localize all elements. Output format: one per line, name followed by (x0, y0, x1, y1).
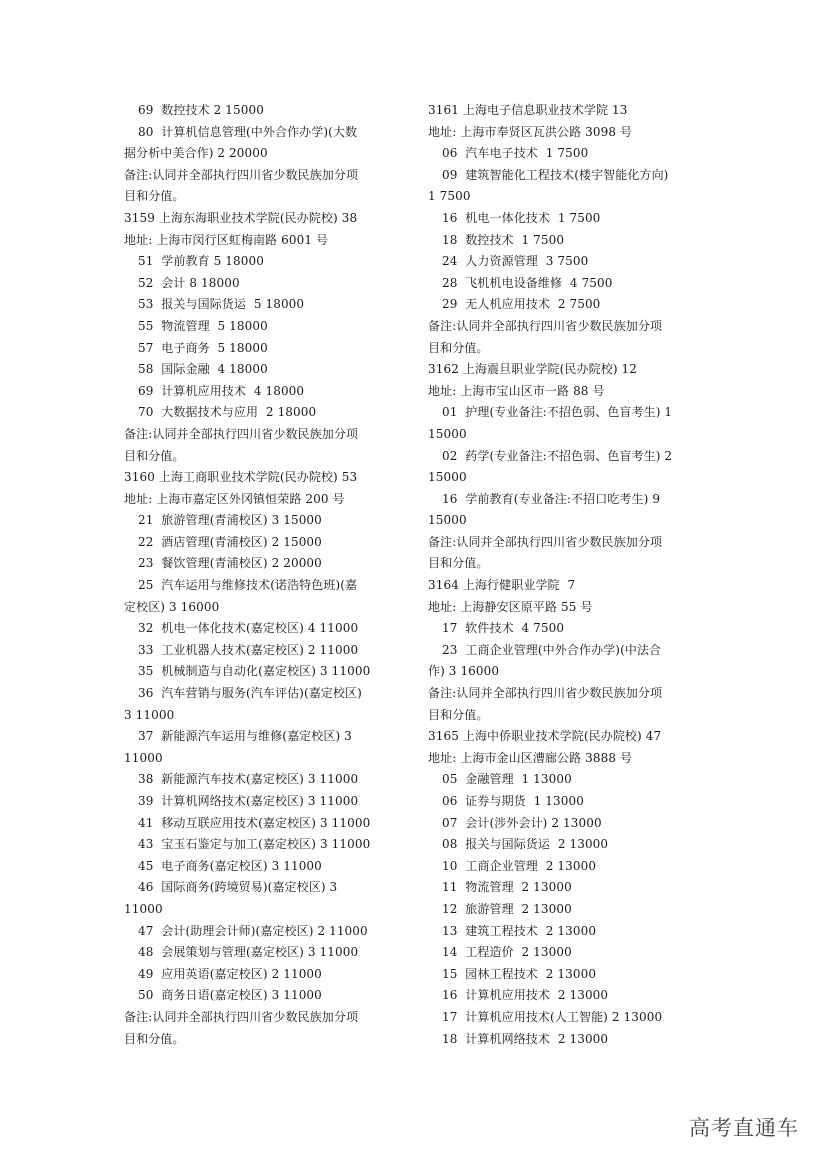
text-line: 32 机电一体化技术(嘉定校区) 4 11000 (138, 621, 359, 636)
text-line: 3 11000 (124, 707, 175, 722)
text-line: 目和分值。 (124, 448, 185, 463)
text-line: 15000 (428, 470, 467, 485)
text-line: 69 数控技术 2 15000 (138, 103, 264, 117)
text-line: 29 无人机应用技术 2 7500 (442, 297, 601, 312)
text-line: 作) 3 16000 (428, 664, 500, 679)
text-line: 33 工业机器人技术(嘉定校区) 2 11000 (138, 642, 359, 657)
text-line: 15 园林工程技术 2 13000 (442, 966, 597, 981)
text-line: 据分析中美合作) 2 20000 (124, 146, 268, 161)
text-line: 16 机电一体化技术 1 7500 (442, 210, 601, 225)
text-line: 10 工商企业管理 2 13000 (442, 858, 597, 873)
text-line: 目和分值。 (428, 340, 489, 355)
text-line: 28 飞机机电设备维修 4 7500 (442, 275, 613, 290)
text-line: 地址: 上海市金山区漕廊公路 3888 号 (428, 750, 633, 765)
text-line: 11000 (124, 750, 163, 765)
text-line: 定校区) 3 16000 (124, 599, 220, 614)
text-line: 21 旅游管理(青浦校区) 3 15000 (138, 513, 322, 528)
text-line: 备注:认同并全部执行四川省少数民族加分项 (428, 534, 663, 549)
text-line: 51 学前教育 5 18000 (138, 254, 264, 269)
text-line: 目和分值。 (428, 707, 489, 722)
text-line: 37 新能源汽车运用与维修(嘉定校区) 3 (138, 729, 352, 744)
text-line: 02 药学(专业备注:不招色弱、色盲考生) 2 (442, 448, 673, 463)
text-line: 目和分值。 (428, 556, 489, 571)
text-line: 11 物流管理 2 13000 (442, 880, 572, 895)
text-line: 22 酒店管理(青浦校区) 2 15000 (138, 534, 322, 549)
text-line: 地址: 上海市闵行区虹梅南路 6001 号 (124, 232, 329, 247)
text-line: 50 商务日语(嘉定校区) 3 11000 (138, 988, 322, 1003)
text-line: 地址: 上海市嘉定区外冈镇恒荣路 200 号 (124, 491, 345, 506)
text-line: 3160 上海工商职业技术学院(民办院校) 53 (124, 470, 358, 485)
text-line: 地址: 上海市奉贤区瓦洪公路 3098 号 (428, 124, 633, 139)
text-line: 备注:认同并全部执行四川省少数民族加分项 (124, 426, 359, 441)
text-line: 备注:认同并全部执行四川省少数民族加分项 (124, 1009, 359, 1024)
text-line: 53 报关与国际货运 5 18000 (138, 297, 305, 312)
text-line: 52 会计 8 18000 (138, 275, 240, 290)
text-line: 06 汽车电子技术 1 7500 (442, 146, 589, 161)
text-line: 24 人力资源管理 3 7500 (442, 254, 589, 269)
text-line: 08 报关与国际货运 2 13000 (442, 837, 609, 852)
text-line: 23 工商企业管理(中外合作办学)(中法合 (442, 642, 662, 657)
text-line: 58 国际金融 4 18000 (138, 362, 268, 377)
text-line: 11000 (124, 901, 163, 916)
text-line: 39 计算机网络技术(嘉定校区) 3 11000 (138, 794, 359, 808)
text-line: 38 新能源汽车技术(嘉定校区) 3 11000 (138, 772, 359, 787)
text-line: 目和分值。 (124, 189, 185, 204)
text-line: 目和分值。 (124, 1031, 185, 1046)
text-line: 3161 上海电子信息职业技术学院 13 (428, 103, 628, 117)
text-line: 35 机械制造与自动化(嘉定校区) 3 11000 (138, 664, 371, 679)
text-line: 地址: 上海市宝山区市一路 88 号 (428, 383, 605, 398)
text-line: 80 计算机信息管理(中外合作办学)(大数 (138, 124, 358, 139)
text-line: 地址: 上海静安区原平路 55 号 (428, 599, 593, 614)
text-line: 17 软件技术 4 7500 (442, 621, 565, 636)
text-line: 49 应用英语(嘉定校区) 2 11000 (138, 966, 322, 981)
text-line: 3164 上海行健职业学院 7 (428, 578, 576, 593)
text-line: 备注:认同并全部执行四川省少数民族加分项 (124, 167, 359, 182)
text-line: 备注:认同并全部执行四川省少数民族加分项 (428, 686, 663, 701)
text-line: 3165 上海中侨职业技术学院(民办院校) 47 (428, 729, 662, 744)
watermark-logo: 高考直通车 (689, 1116, 799, 1140)
text-line: 48 会展策划与管理(嘉定校区) 3 11000 (138, 945, 359, 960)
text-line: 47 会计(助理会计师)(嘉定校区) 2 11000 (138, 923, 368, 938)
text-line: 23 餐饮管理(青浦校区) 2 20000 (138, 556, 322, 571)
text-line: 15000 (428, 513, 467, 528)
text-line: 07 会计(涉外会计) 2 13000 (442, 815, 602, 830)
text-line: 13 建筑工程技术 2 13000 (442, 923, 597, 938)
text-line: 57 电子商务 5 18000 (138, 340, 268, 355)
text-line: 12 旅游管理 2 13000 (442, 901, 572, 916)
left-column (124, 100, 406, 1050)
text-line: 41 移动互联应用技术(嘉定校区) 3 11000 (138, 815, 371, 830)
text-line: 46 国际商务(跨境贸易)(嘉定校区) 3 (138, 880, 338, 895)
text-line: 70 大数据技术与应用 2 18000 (138, 405, 317, 420)
text-line: 09 建筑智能化工程技术(楼宇智能化方向) (442, 167, 669, 182)
text-line: 69 计算机应用技术 4 18000 (138, 383, 305, 398)
text-line: 05 金融管理 1 13000 (442, 772, 572, 787)
text-line: 16 学前教育(专业备注:不招口吃考生) 9 (442, 491, 661, 506)
text-line: 43 宝玉石鉴定与加工(嘉定校区) 3 11000 (138, 837, 371, 852)
text-line: 17 计算机应用技术(人工智能) 2 13000 (442, 1009, 663, 1024)
text-line: 25 汽车运用与维修技术(诺浩特色班)(嘉 (138, 578, 358, 593)
text-line: 14 工程造价 2 13000 (442, 945, 572, 960)
text-line: 45 电子商务(嘉定校区) 3 11000 (138, 858, 322, 873)
text-line: 3162 上海震旦职业学院(民办院校) 12 (428, 362, 638, 377)
text-line: 55 物流管理 5 18000 (138, 318, 268, 333)
text-line: 备注:认同并全部执行四川省少数民族加分项 (428, 318, 663, 333)
text-line: 16 计算机应用技术 2 13000 (442, 988, 609, 1003)
text-line: 01 护理(专业备注:不招色弱、色盲考生) 1 (442, 405, 673, 420)
text-line: 18 计算机网络技术 2 13000 (442, 1031, 609, 1046)
text-line: 06 证券与期货 1 13000 (442, 794, 584, 808)
text-line: 3159 上海东海职业技术学院(民办院校) 38 (124, 210, 358, 225)
text-line: 36 汽车营销与服务(汽车评估)(嘉定校区) (138, 686, 362, 701)
text-line: 18 数控技术 1 7500 (442, 232, 565, 247)
text-line: 15000 (428, 426, 467, 441)
right-column (428, 100, 710, 1050)
text-line: 1 7500 (428, 189, 471, 204)
